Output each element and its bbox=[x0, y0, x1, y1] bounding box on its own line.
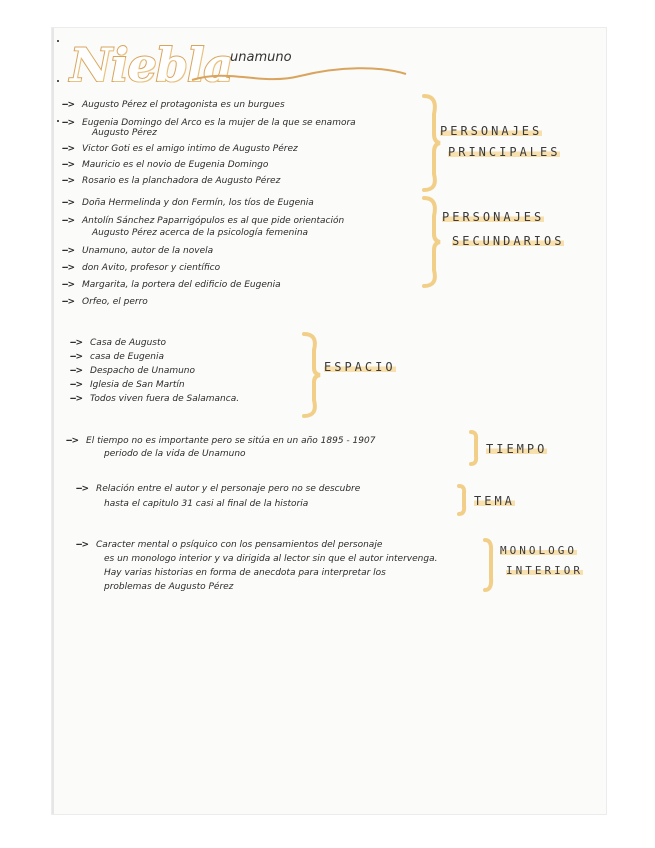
label-espacio: ESPACIO bbox=[324, 360, 396, 374]
list-item: --> Iglesia de San Martín bbox=[70, 380, 185, 390]
label-personajes-secundarios-2: SECUNDARIOS bbox=[452, 234, 565, 248]
bracket-icon bbox=[420, 196, 442, 288]
list-item: --> Victor Goti es el amigo intimo de Augusto Pérez bbox=[62, 144, 298, 154]
list-item: --> Margarita, la portera del edificio de Eugenia bbox=[62, 280, 281, 290]
arrow-icon: --> bbox=[62, 280, 75, 290]
label-tema: TEMA bbox=[474, 494, 515, 508]
list-item: --> Unamuno, autor de la novela bbox=[62, 246, 214, 256]
list-item-continuation: hasta el capitulo 31 casi al final de la historia bbox=[104, 499, 309, 509]
page-title: Niebla bbox=[70, 38, 233, 92]
title-swoosh bbox=[190, 58, 410, 88]
list-item: --> Mauricio es el novio de Eugenia Domingo bbox=[62, 160, 269, 170]
label-monologo-1: MONOLOGO bbox=[500, 544, 577, 557]
list-item: --> don Avito, profesor y científico bbox=[62, 263, 221, 273]
list-item-continuation: Augusto Pérez bbox=[92, 128, 157, 138]
label-personajes-principales-2: PRINCIPALES bbox=[448, 145, 561, 159]
margin-dots bbox=[57, 40, 59, 160]
list-item: --> Despacho de Unamuno bbox=[70, 366, 196, 376]
arrow-icon: --> bbox=[70, 338, 83, 348]
arrow-icon: --> bbox=[62, 118, 75, 128]
arrow-icon: --> bbox=[70, 366, 83, 376]
arrow-icon: --> bbox=[70, 380, 83, 390]
arrow-icon: --> bbox=[62, 176, 75, 186]
arrow-icon: --> bbox=[62, 198, 75, 208]
list-item-continuation: periodo de la vida de Unamuno bbox=[104, 449, 246, 459]
list-item-continuation: Augusto Pérez acerca de la psicología femenina bbox=[92, 228, 309, 238]
list-item-continuation: Hay varias historias en forma de anecdota para interpretar los bbox=[104, 568, 386, 578]
label-tiempo: TIEMPO bbox=[486, 442, 548, 456]
list-item: --> Casa de Augusto bbox=[70, 338, 166, 348]
arrow-icon: --> bbox=[76, 540, 89, 550]
list-item: --> Augusto Pérez el protagonista es un burgues bbox=[62, 100, 285, 110]
list-item: --> Rosario es la planchadora de Augusto Pérez bbox=[62, 176, 281, 186]
arrow-icon: --> bbox=[62, 216, 75, 226]
bracket-icon bbox=[420, 94, 442, 192]
title-block bbox=[70, 38, 370, 104]
label-monologo-2: INTERIOR bbox=[506, 564, 583, 577]
bracket-icon bbox=[300, 332, 322, 418]
page-subtitle: unamuno bbox=[230, 50, 292, 65]
arrow-icon: --> bbox=[62, 246, 75, 256]
bracket-icon bbox=[468, 430, 480, 466]
list-item: --> Doña Hermelinda y don Fermín, los tíos de Eugenia bbox=[62, 198, 314, 208]
bracket-icon bbox=[456, 484, 468, 516]
list-item: --> Todos viven fuera de Salamanca. bbox=[70, 394, 240, 404]
list-item-continuation: es un monologo interior y va dirigida al lector sin que el autor intervenga. bbox=[104, 554, 438, 564]
list-item: --> Eugenia Domingo del Arco es la mujer de la que se enamora bbox=[62, 118, 356, 128]
label-personajes-principales-1: PERSONAJES bbox=[440, 124, 543, 138]
list-item-continuation: problemas de Augusto Pérez bbox=[104, 582, 234, 592]
arrow-icon: --> bbox=[62, 144, 75, 154]
arrow-icon: --> bbox=[62, 263, 75, 273]
arrow-icon: --> bbox=[62, 100, 75, 110]
list-item: --> Antolín Sánchez Paparrigópulos es al que pide orientación bbox=[62, 216, 345, 226]
arrow-icon: --> bbox=[66, 436, 79, 446]
arrow-icon: --> bbox=[76, 484, 89, 494]
bracket-icon bbox=[482, 538, 496, 592]
label-personajes-secundarios-1: PERSONAJES bbox=[442, 210, 545, 224]
list-item: --> Caracter mental o psíquico con los pensamientos del personaje bbox=[76, 540, 383, 550]
arrow-icon: --> bbox=[62, 160, 75, 170]
list-item: --> Relación entre el autor y el personaje pero no se descubre bbox=[76, 484, 361, 494]
list-item: --> Orfeo, el perro bbox=[62, 297, 148, 307]
arrow-icon: --> bbox=[70, 394, 83, 404]
arrow-icon: --> bbox=[70, 352, 83, 362]
arrow-icon: --> bbox=[62, 297, 75, 307]
list-item: --> El tiempo no es importante pero se sitúa en un año 1895 - 1907 bbox=[66, 436, 376, 446]
list-item: --> casa de Eugenia bbox=[70, 352, 165, 362]
